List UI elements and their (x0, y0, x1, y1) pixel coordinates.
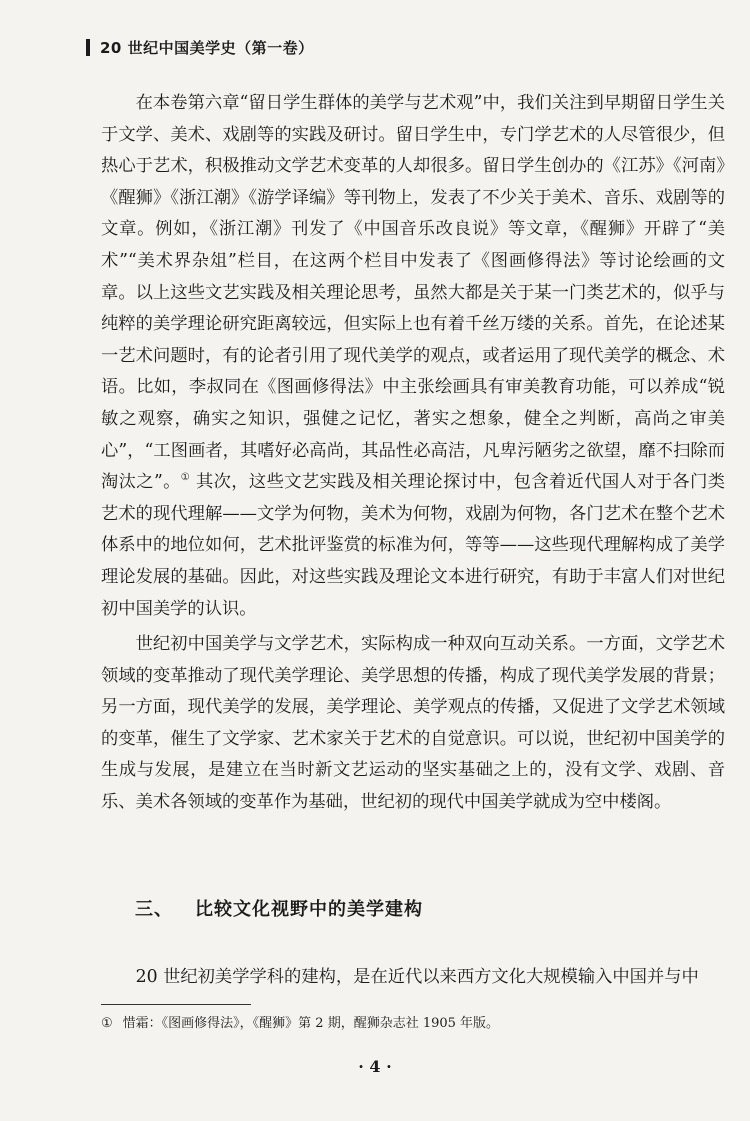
paragraph-1-text-a: 在本卷第六章“留日学生群体的美学与艺术观”中，我们关注到早期留日学生关于文学、美术、戏剧等的实践及研讨。留日学生中，专门学艺术的人尽管很少，但热心于艺术，积极推动文学艺术变革的人却很多。留日学生创办的《江苏》《河南》《醒狮》《浙江潮》《游学译编》等刊物上，发表了不少关于美术、音乐、戏剧等的文章。例如，《浙江潮》刊发了《中国音乐改良说》等文章，《醒狮》开辟了“美术”“美术界杂俎”栏目，在这两个栏目中发表了《图画修得法》等讨论绘画的文章。以上这些文艺实践及相关理论思考，虽然大都是关于某一门类艺术的，似乎与纯粹的美学理论研究距离较远，但实际上也有着千丝万缕的关系。首先，在论述某一艺术问题时，有的论者引用了现代美学的观点，或者运用了现代美学的概念、术语。比如，李叔同在《图画修得法》中主张绘画具有审美教育功能，可以养成“锐敏之观察，确实之知识，强健之记忆，著实之想象，健全之判断，高尚之审美心”，“工图画者，其嗜好必高尚，其品性必高洁，凡卑污陋劣之欲望，靡不扫除而淘汰之”。 (101, 93, 725, 493)
running-header (86, 37, 314, 58)
footnote-divider (101, 1004, 251, 1005)
footnote (101, 1012, 499, 1031)
page-number-value: 4 (369, 1057, 381, 1076)
section-heading (135, 895, 423, 921)
running-title: 20 世纪中国美学史（第一卷） (100, 39, 314, 57)
section-number: 三、 (135, 899, 173, 920)
section-title: 比较文化视野中的美学建构 (195, 899, 423, 920)
page-number-left-dot: · (358, 1057, 364, 1076)
header-bar-ornament (86, 39, 90, 56)
body-text (101, 88, 725, 819)
paragraph-3: 20 世纪初美学学科的建构，是在近代以来西方文化大规模输入中国并与中 (135, 967, 699, 987)
paragraph-2: 世纪初中国美学与文学艺术，实际构成一种双向互动关系。一方面，文学艺术领域的变革推动了现代美学理论、美学思想的传播，构成了现代美学发展的背景；另一方面，现代美学的发展，美学理论、美学观点的传播，又促进了文学艺术领域的变革，催生了文学家、艺术家关于艺术的自觉意识。可以说，世纪初中国美学的生成与发展，是建立在当时新文艺运动的坚实基础之上的，没有文学、戏剧、音乐、美术各领域的变革作为基础，世纪初的现代中国美学就成为空中楼阁。 (101, 634, 725, 813)
paragraph-1-text-b: 其次，这些文艺实践及相关理论探讨中，包含着近代国人对于各门类艺术的现代理解——文学为何物，美术为何物，戏剧为何物，各门艺术在整个艺术体系中的地位如何，艺术批评鉴赏的标准为何，等等——这些现代理解构成了美学理论发展的基础。因此，对这些实践及理论文本进行研究，有助于丰富人们对世纪初中国美学的认识。 (101, 472, 726, 619)
page-number (0, 1057, 750, 1076)
footnote-reference[interactable]: ① (180, 472, 191, 484)
footnote-text: 惜霜：《图画修得法》，《醒狮》第 2 期，醒狮杂志社 1905 年版。 (122, 1016, 500, 1031)
page-number-right-dot: · (386, 1057, 392, 1076)
footnote-mark: ① (101, 1016, 113, 1031)
paragraph-1 (101, 88, 725, 625)
